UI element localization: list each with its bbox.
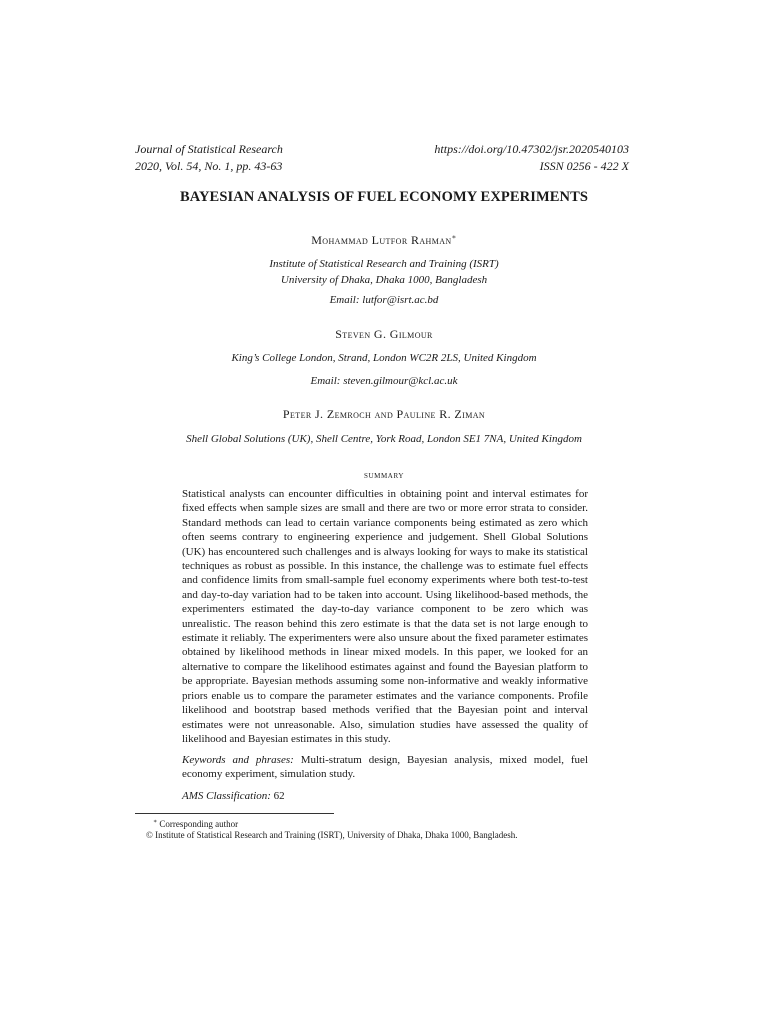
keywords xyxy=(182,753,588,782)
author-1-name: Mohammad Lutfor Rahman xyxy=(311,233,452,247)
author-2 xyxy=(0,327,768,342)
footnote-corresponding-text: Corresponding author xyxy=(159,819,239,829)
author-2-name: Steven G. Gilmour xyxy=(335,327,433,341)
author-2-email[interactable]: Email: steven.gilmour@kcl.ac.uk xyxy=(310,375,458,387)
author-3-affiliation xyxy=(0,431,768,447)
footnote-copyright: © Institute of Statistical Research and Training (ISRT), University of Dhaka, Dhaka 1000, Bangladesh. xyxy=(146,830,518,840)
author-3-name: Peter J. Zemroch and Pauline R. Ziman xyxy=(282,407,486,421)
abstract-text: Statistical analysts can encounter difficulties in obtaining point and interval estimates for fixed effects when sample sizes are small and there are two or more error strata to consider. Standard methods can lead to certain variance components being estimated as zero which often seems contrary to engineering experience and judgement. Shell Global Solutions (UK) has encountered such challenges and is always looking for ways to make its statistical techniques as robust as possible. In this instance, the challenge was to estimate fuel effects and confidence limits from small-sample fuel economy experiments where both test-to-test and day-to-day variation had to be taken into account. Using likelihood-based methods, the experimenters estimated the day-to-day variance component to be zero which was unrealistic. The reason behind this zero estimate is that the data set is not large enough to estimate it reliably. The experimenters were also unsure about the fixed parameter estimates obtained by likelihood methods in linear mixed models. In this paper, we looked for an alternative to compare the likelihood estimates against and found the Bayesian platform to be appropriate. Bayesian methods assuming some non-informative and weakly informative priors enable us to compare the parameter estimates and the variance components. Profile likelihood and bootstrap based methods verified that the Bayesian point and interval estimates were not unreasonable. Also, simulation studies have assessed the quality of likelihood and Bayesian estimates in this study. xyxy=(182,488,588,745)
affiliation-line: King’s College London, Strand, London WC2R 2LS, United Kingdom xyxy=(231,352,537,364)
issn: ISSN 0256 - 422 X xyxy=(539,159,629,173)
keywords-text: Multi-stratum design, Bayesian analysis, mixed model, fuel economy experiment, simulation study. xyxy=(182,754,588,781)
author-1 xyxy=(0,233,768,248)
corresponding-mark: ∗ xyxy=(451,233,457,241)
ams-value: 62 xyxy=(273,790,285,802)
author-2-affiliation xyxy=(0,350,768,366)
ams-label: AMS Classification: xyxy=(182,790,271,802)
author-3 xyxy=(0,407,768,422)
affiliation-line: University of Dhaka, Dhaka 1000, Bangladesh xyxy=(280,274,488,286)
keywords-label: Keywords and phrases: xyxy=(182,754,294,766)
affiliation-line: Shell Global Solutions (UK), Shell Centre, York Road, London SE1 7NA, United Kingdom xyxy=(186,433,582,445)
summary-heading: summary xyxy=(364,470,404,481)
journal-name: Journal of Statistical Research xyxy=(135,142,283,156)
footnote-divider xyxy=(135,813,334,814)
author-1-email[interactable]: Email: lutfor@isrt.ac.bd xyxy=(329,294,439,306)
ams-classification xyxy=(182,790,285,802)
author-1-affiliation xyxy=(0,256,768,288)
doi-link[interactable]: https://doi.org/10.47302/jsr.2020540103 xyxy=(434,142,629,156)
paper-title: BAYESIAN ANALYSIS OF FUEL ECONOMY EXPERIMENTS xyxy=(179,189,589,205)
affiliation-line: Institute of Statistical Research and Training (ISRT) xyxy=(269,258,499,270)
journal-header-left xyxy=(135,141,283,175)
footnote-mark: ∗ xyxy=(153,819,158,825)
journal-volume: 2020, Vol. 54, No. 1, pp. 43-63 xyxy=(135,159,283,173)
journal-header-right xyxy=(434,141,629,175)
